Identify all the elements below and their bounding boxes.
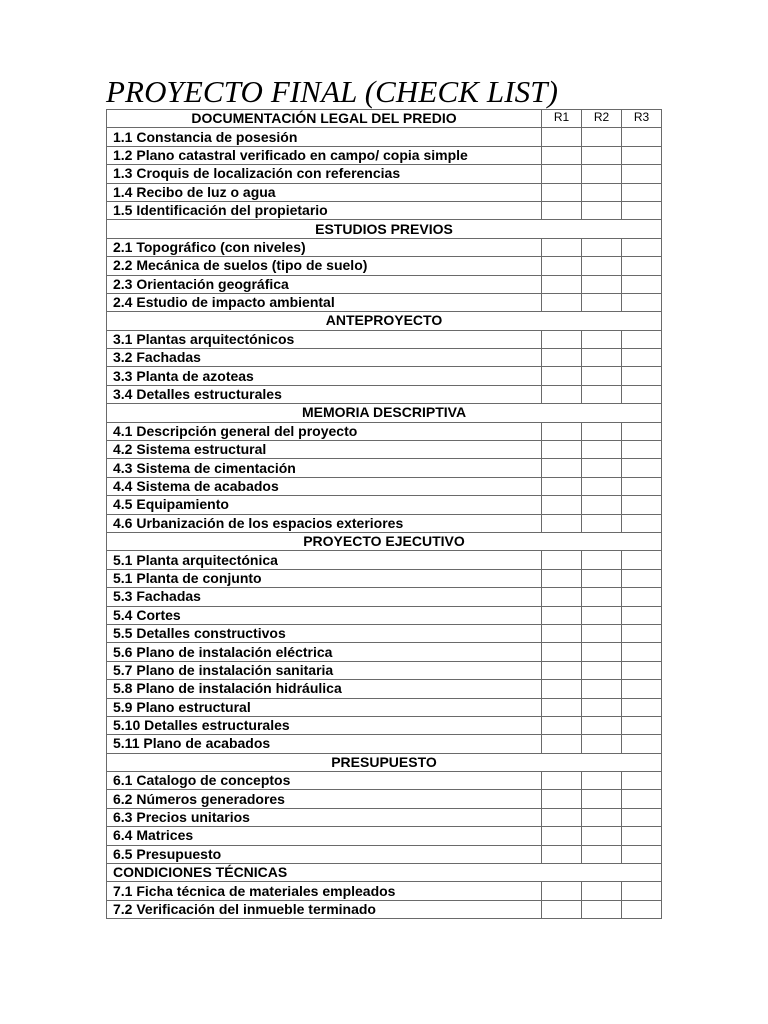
checklist-item-label: 5.11 Plano de acabados <box>107 735 542 753</box>
section-header-row <box>107 312 662 330</box>
check-cell-r3[interactable] <box>622 330 662 348</box>
checklist-row <box>107 238 662 256</box>
section-heading: DOCUMENTACIÓN LEGAL DEL PREDIO <box>107 110 542 128</box>
check-cell-r3[interactable] <box>622 441 662 459</box>
checklist-item-label: 5.3 Fachadas <box>107 588 542 606</box>
section-heading: ESTUDIOS PREVIOS <box>107 220 662 238</box>
check-cell-r1[interactable] <box>542 772 582 790</box>
check-cell-r1[interactable] <box>542 238 582 256</box>
check-cell-r2[interactable] <box>582 680 622 698</box>
checklist-row <box>107 624 662 642</box>
check-cell-r2[interactable] <box>582 146 622 164</box>
checklist-row <box>107 146 662 164</box>
checklist-row <box>107 293 662 311</box>
checklist-row <box>107 422 662 440</box>
check-cell-r2[interactable] <box>582 441 622 459</box>
check-cell-r1[interactable] <box>542 183 582 201</box>
check-cell-r1[interactable] <box>542 661 582 679</box>
checklist-row <box>107 128 662 146</box>
section-header-row <box>107 864 662 882</box>
check-cell-r2[interactable] <box>582 367 622 385</box>
checklist-item-label: 2.1 Topográfico (con niveles) <box>107 238 542 256</box>
checklist-item-label: 6.3 Precios unitarios <box>107 808 542 826</box>
check-cell-r3[interactable] <box>622 385 662 403</box>
check-cell-r3[interactable] <box>622 496 662 514</box>
check-cell-r1[interactable] <box>542 680 582 698</box>
check-cell-r2[interactable] <box>582 790 622 808</box>
checklist-row <box>107 900 662 918</box>
checklist-row <box>107 514 662 532</box>
checklist-item-label: 4.4 Sistema de acabados <box>107 477 542 495</box>
check-cell-r1[interactable] <box>542 716 582 734</box>
checklist-item-label: 1.4 Recibo de luz o agua <box>107 183 542 201</box>
check-cell-r1[interactable] <box>542 128 582 146</box>
check-cell-r3[interactable] <box>622 257 662 275</box>
section-header-row <box>107 753 662 771</box>
checklist-row <box>107 551 662 569</box>
check-cell-r1[interactable] <box>542 275 582 293</box>
check-cell-r2[interactable] <box>582 606 622 624</box>
document-title: PROYECTO FINAL (CHECK LIST) <box>106 74 558 109</box>
checklist-item-label: 5.1 Planta de conjunto <box>107 569 542 587</box>
section-header-row <box>107 404 662 422</box>
check-cell-r1[interactable] <box>542 588 582 606</box>
check-cell-r3[interactable] <box>622 735 662 753</box>
check-cell-r2[interactable] <box>582 165 622 183</box>
check-cell-r2[interactable] <box>582 569 622 587</box>
checklist-row <box>107 808 662 826</box>
check-cell-r3[interactable] <box>622 845 662 863</box>
check-cell-r1[interactable] <box>542 790 582 808</box>
check-cell-r2[interactable] <box>582 385 622 403</box>
checklist-row <box>107 496 662 514</box>
check-cell-r1[interactable] <box>542 293 582 311</box>
check-cell-r2[interactable] <box>582 422 622 440</box>
checklist-item-label: 1.1 Constancia de posesión <box>107 128 542 146</box>
checklist-row <box>107 827 662 845</box>
section-header-row <box>107 532 662 550</box>
check-cell-r1[interactable] <box>542 606 582 624</box>
check-cell-r2[interactable] <box>582 624 622 642</box>
column-header-r2: R2 <box>582 110 622 128</box>
checklist-item-label: 2.3 Orientación geográfica <box>107 275 542 293</box>
check-cell-r1[interactable] <box>542 624 582 642</box>
check-cell-r1[interactable] <box>542 477 582 495</box>
check-cell-r3[interactable] <box>622 293 662 311</box>
check-cell-r1[interactable] <box>542 569 582 587</box>
checklist-item-label: 7.1 Ficha técnica de materiales empleados <box>107 882 542 900</box>
check-cell-r2[interactable] <box>582 349 622 367</box>
check-cell-r2[interactable] <box>582 514 622 532</box>
checklist-item-label: 6.1 Catalogo de conceptos <box>107 772 542 790</box>
checklist-row <box>107 735 662 753</box>
section-heading: MEMORIA DESCRIPTIVA <box>107 404 662 422</box>
check-cell-r3[interactable] <box>622 367 662 385</box>
check-cell-r2[interactable] <box>582 661 622 679</box>
check-cell-r3[interactable] <box>622 588 662 606</box>
check-cell-r2[interactable] <box>582 716 622 734</box>
checklist-row <box>107 275 662 293</box>
check-cell-r3[interactable] <box>622 477 662 495</box>
check-cell-r3[interactable] <box>622 146 662 164</box>
checklist-row <box>107 441 662 459</box>
check-cell-r3[interactable] <box>622 183 662 201</box>
check-cell-r3[interactable] <box>622 201 662 219</box>
checklist-row <box>107 569 662 587</box>
check-cell-r3[interactable] <box>622 165 662 183</box>
check-cell-r3[interactable] <box>622 790 662 808</box>
check-cell-r3[interactable] <box>622 772 662 790</box>
check-cell-r2[interactable] <box>582 772 622 790</box>
check-cell-r2[interactable] <box>582 827 622 845</box>
section-header-row <box>107 220 662 238</box>
check-cell-r3[interactable] <box>622 624 662 642</box>
checklist-item-label: 6.2 Números generadores <box>107 790 542 808</box>
check-cell-r2[interactable] <box>582 477 622 495</box>
checklist-row <box>107 385 662 403</box>
checklist-item-label: 5.4 Cortes <box>107 606 542 624</box>
checklist-item-label: 5.7 Plano de instalación sanitaria <box>107 661 542 679</box>
checklist-item-label: 1.3 Croquis de localización con referencias <box>107 165 542 183</box>
checklist-table <box>106 109 662 919</box>
checklist-item-label: 2.2 Mecánica de suelos (tipo de suelo) <box>107 257 542 275</box>
check-cell-r3[interactable] <box>622 349 662 367</box>
check-cell-r1[interactable] <box>542 165 582 183</box>
check-cell-r1[interactable] <box>542 257 582 275</box>
checklist-item-label: 3.3 Planta de azoteas <box>107 367 542 385</box>
checklist-row <box>107 459 662 477</box>
checklist-item-label: 3.1 Plantas arquitectónicos <box>107 330 542 348</box>
check-cell-r1[interactable] <box>542 422 582 440</box>
check-cell-r2[interactable] <box>582 551 622 569</box>
check-cell-r2[interactable] <box>582 643 622 661</box>
checklist-item-label: 4.5 Equipamiento <box>107 496 542 514</box>
checklist-row <box>107 606 662 624</box>
check-cell-r3[interactable] <box>622 459 662 477</box>
checklist-row <box>107 201 662 219</box>
check-cell-r3[interactable] <box>622 900 662 918</box>
checklist-item-label: 5.5 Detalles constructivos <box>107 624 542 642</box>
check-cell-r2[interactable] <box>582 698 622 716</box>
checklist-row <box>107 882 662 900</box>
checklist-item-label: 5.8 Plano de instalación hidráulica <box>107 680 542 698</box>
checklist-item-label: 5.6 Plano de instalación eléctrica <box>107 643 542 661</box>
checklist-item-label: 1.2 Plano catastral verificado en campo/ copia simple <box>107 146 542 164</box>
checklist-item-label: 6.5 Presupuesto <box>107 845 542 863</box>
checklist-row <box>107 183 662 201</box>
check-cell-r2[interactable] <box>582 128 622 146</box>
check-cell-r1[interactable] <box>542 441 582 459</box>
check-cell-r2[interactable] <box>582 882 622 900</box>
check-cell-r3[interactable] <box>622 238 662 256</box>
checklist-row <box>107 698 662 716</box>
section-header-row <box>107 110 662 128</box>
section-heading: CONDICIONES TÉCNICAS <box>107 864 662 882</box>
check-cell-r1[interactable] <box>542 459 582 477</box>
check-cell-r2[interactable] <box>582 459 622 477</box>
check-cell-r2[interactable] <box>582 588 622 606</box>
check-cell-r2[interactable] <box>582 201 622 219</box>
check-cell-r3[interactable] <box>622 643 662 661</box>
check-cell-r1[interactable] <box>542 496 582 514</box>
check-cell-r3[interactable] <box>622 275 662 293</box>
check-cell-r3[interactable] <box>622 514 662 532</box>
check-cell-r1[interactable] <box>542 735 582 753</box>
checklist-row <box>107 165 662 183</box>
section-heading: PROYECTO EJECUTIVO <box>107 532 662 550</box>
check-cell-r1[interactable] <box>542 146 582 164</box>
checklist-row <box>107 790 662 808</box>
check-cell-r1[interactable] <box>542 385 582 403</box>
check-cell-r2[interactable] <box>582 257 622 275</box>
checklist-item-label: 1.5 Identificación del propietario <box>107 201 542 219</box>
check-cell-r1[interactable] <box>542 882 582 900</box>
check-cell-r1[interactable] <box>542 201 582 219</box>
check-cell-r1[interactable] <box>542 827 582 845</box>
check-cell-r1[interactable] <box>542 367 582 385</box>
check-cell-r2[interactable] <box>582 496 622 514</box>
check-cell-r1[interactable] <box>542 845 582 863</box>
checklist-row <box>107 588 662 606</box>
checklist-item-label: 3.4 Detalles estructurales <box>107 385 542 403</box>
checklist-row <box>107 643 662 661</box>
check-cell-r1[interactable] <box>542 330 582 348</box>
column-header-r3: R3 <box>622 110 662 128</box>
checklist-row <box>107 330 662 348</box>
check-cell-r3[interactable] <box>622 827 662 845</box>
check-cell-r1[interactable] <box>542 698 582 716</box>
check-cell-r3[interactable] <box>622 661 662 679</box>
check-cell-r2[interactable] <box>582 293 622 311</box>
check-cell-r3[interactable] <box>622 569 662 587</box>
checklist-item-label: 5.1 Planta arquitectónica <box>107 551 542 569</box>
checklist-item-label: 7.2 Verificación del inmueble terminado <box>107 900 542 918</box>
check-cell-r2[interactable] <box>582 183 622 201</box>
check-cell-r2[interactable] <box>582 238 622 256</box>
checklist-item-label: 5.9 Plano estructural <box>107 698 542 716</box>
checklist-item-label: 4.1 Descripción general del proyecto <box>107 422 542 440</box>
check-cell-r3[interactable] <box>622 551 662 569</box>
checklist-row <box>107 661 662 679</box>
check-cell-r2[interactable] <box>582 808 622 826</box>
check-cell-r3[interactable] <box>622 698 662 716</box>
check-cell-r1[interactable] <box>542 551 582 569</box>
check-cell-r1[interactable] <box>542 808 582 826</box>
check-cell-r1[interactable] <box>542 514 582 532</box>
checklist-row <box>107 716 662 734</box>
checklist-item-label: 4.3 Sistema de cimentación <box>107 459 542 477</box>
checklist-item-label: 3.2 Fachadas <box>107 349 542 367</box>
checklist-row <box>107 257 662 275</box>
checklist-body <box>107 110 662 919</box>
check-cell-r3[interactable] <box>622 716 662 734</box>
check-cell-r1[interactable] <box>542 643 582 661</box>
column-header-r1: R1 <box>542 110 582 128</box>
checklist-item-label: 4.2 Sistema estructural <box>107 441 542 459</box>
checklist-item-label: 4.6 Urbanización de los espacios exteriores <box>107 514 542 532</box>
check-cell-r2[interactable] <box>582 275 622 293</box>
checklist-row <box>107 349 662 367</box>
check-cell-r2[interactable] <box>582 330 622 348</box>
checklist-row <box>107 772 662 790</box>
checklist-row <box>107 845 662 863</box>
check-cell-r2[interactable] <box>582 900 622 918</box>
check-cell-r2[interactable] <box>582 735 622 753</box>
check-cell-r3[interactable] <box>622 128 662 146</box>
section-heading: ANTEPROYECTO <box>107 312 662 330</box>
check-cell-r1[interactable] <box>542 900 582 918</box>
check-cell-r1[interactable] <box>542 349 582 367</box>
check-cell-r2[interactable] <box>582 845 622 863</box>
check-cell-r3[interactable] <box>622 882 662 900</box>
checklist-item-label: 6.4 Matrices <box>107 827 542 845</box>
check-cell-r3[interactable] <box>622 808 662 826</box>
checklist-row <box>107 680 662 698</box>
checklist-row <box>107 367 662 385</box>
checklist-item-label: 2.4 Estudio de impacto ambiental <box>107 293 542 311</box>
check-cell-r3[interactable] <box>622 606 662 624</box>
checklist-item-label: 5.10 Detalles estructurales <box>107 716 542 734</box>
checklist-row <box>107 477 662 495</box>
check-cell-r3[interactable] <box>622 422 662 440</box>
check-cell-r3[interactable] <box>622 680 662 698</box>
section-heading: PRESUPUESTO <box>107 753 662 771</box>
